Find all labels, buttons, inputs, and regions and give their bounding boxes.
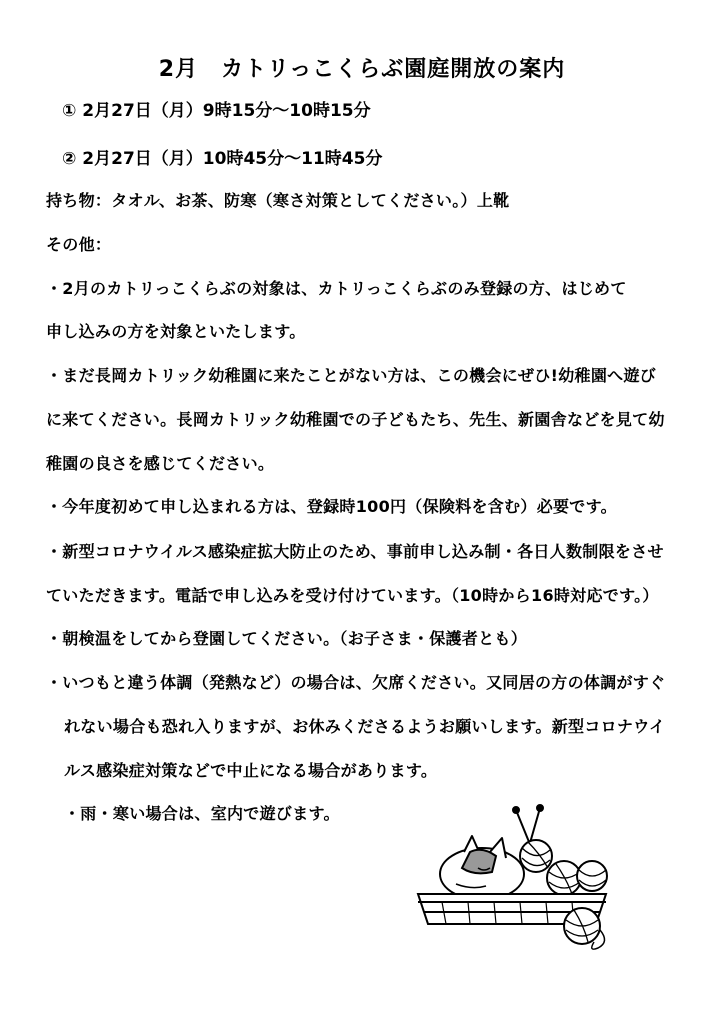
page-title: 2月 カトリっこくらぶ園庭開放の案内 xyxy=(158,57,566,82)
notice-line: 稚園の良さを感じてください。 xyxy=(46,454,275,473)
notice-line: ・2月のカトリっこくらぶの対象は、カトリっこくらぶのみ登録の方、はじめて xyxy=(46,279,627,298)
notice-line: ・まだ長岡カトリック幼稚園に来たことがない方は、この機会にぜひ!幼稚園へ遊び xyxy=(46,366,657,385)
notice-line: 申し込みの方を対象といたします。 xyxy=(46,322,306,341)
time-slot-2: ② 2月27日（月）10時45分～11時45分 xyxy=(62,149,383,169)
notice-line: ・雨・寒い場合は、室内で遊びます。 xyxy=(64,804,340,823)
time-slot-1: ① 2月27日（月）9時15分～10時15分 xyxy=(62,101,371,121)
notice-line: ・いつもと違う体調（発熱など）の場合は、欠席ください。又同居の方の体調がすぐ xyxy=(46,673,666,692)
notice-line: ・新型コロナウイルス感染症拡大防止のため、事前申し込み制・各日人数制限をさせ xyxy=(46,542,664,561)
other-heading: その他： xyxy=(46,235,112,254)
notice-line: ていただきます。電話で申し込みを受け付けています。（10時から16時対応です。） xyxy=(46,586,659,605)
notice-line: れない場合も恐れ入りますが、お休みくださるようお願いします。新型コロナウイ xyxy=(64,717,666,736)
belongings-line: 持ち物：タオル、お茶、防寒（寒さ対策としてください。）上靴 xyxy=(46,191,510,210)
notice-line: ルス感染症対策などで中止になる場合があります。 xyxy=(64,761,438,780)
notice-line: ・朝検温をしてから登園してください。（お子さま・保護者とも） xyxy=(46,629,528,648)
cat-basket-illustration xyxy=(412,802,612,952)
notice-line: ・今年度初めて申し込まれる方は、登録時100円（保険料を含む）必要です。 xyxy=(46,497,617,516)
notice-line: に来てください。長岡カトリック幼稚園での子どもたち、先生、新園舎などを見て幼 xyxy=(46,410,665,429)
